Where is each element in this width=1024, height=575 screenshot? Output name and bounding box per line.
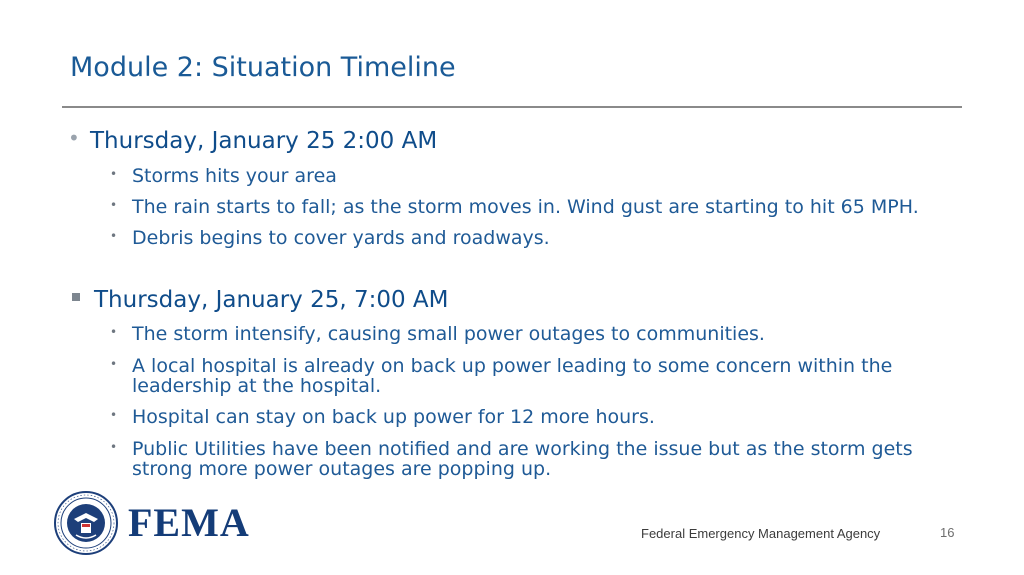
section-heading-1: [68, 126, 438, 154]
dhs-seal-icon: [54, 491, 118, 555]
round-bullet-icon: •: [68, 126, 80, 150]
list-item: • The storm intensify, causing small power outages to communities.: [110, 323, 765, 345]
small-bullet-icon: •: [110, 229, 118, 243]
title-divider: [62, 106, 962, 108]
list-item: • A local hospital is already on back up power leading to some concern within the leadership at the hospital.: [110, 355, 893, 397]
square-bullet-icon: [72, 293, 80, 301]
small-bullet-icon: •: [110, 198, 118, 212]
section-heading-text: Thursday, January 25 2:00 AM: [90, 128, 438, 154]
small-bullet-icon: •: [110, 357, 118, 371]
small-bullet-icon: •: [110, 408, 118, 422]
list-item: • Storms hits your area: [110, 165, 337, 187]
list-item: • The rain starts to fall; as the storm moves in. Wind gust are starting to hit 65 MPH.: [110, 196, 919, 218]
section-heading-text: Thursday, January 25, 7:00 AM: [94, 287, 449, 313]
list-item: • Public Utilities have been notified and are working the issue but as the storm gets strong more power outages are popping up.: [110, 438, 913, 480]
small-bullet-icon: •: [110, 440, 118, 454]
small-bullet-icon: •: [110, 325, 118, 339]
list-item: • Hospital can stay on back up power for 12 more hours.: [110, 406, 655, 428]
slide-title: Module 2: Situation Timeline: [70, 52, 456, 83]
fema-logo: FEMA: [128, 500, 250, 545]
page-number: 16: [940, 525, 955, 540]
small-bullet-icon: •: [110, 167, 118, 181]
list-item: • Debris begins to cover yards and roadways.: [110, 227, 550, 249]
agency-name: Federal Emergency Management Agency: [641, 526, 881, 541]
section-heading-2: [94, 287, 449, 313]
